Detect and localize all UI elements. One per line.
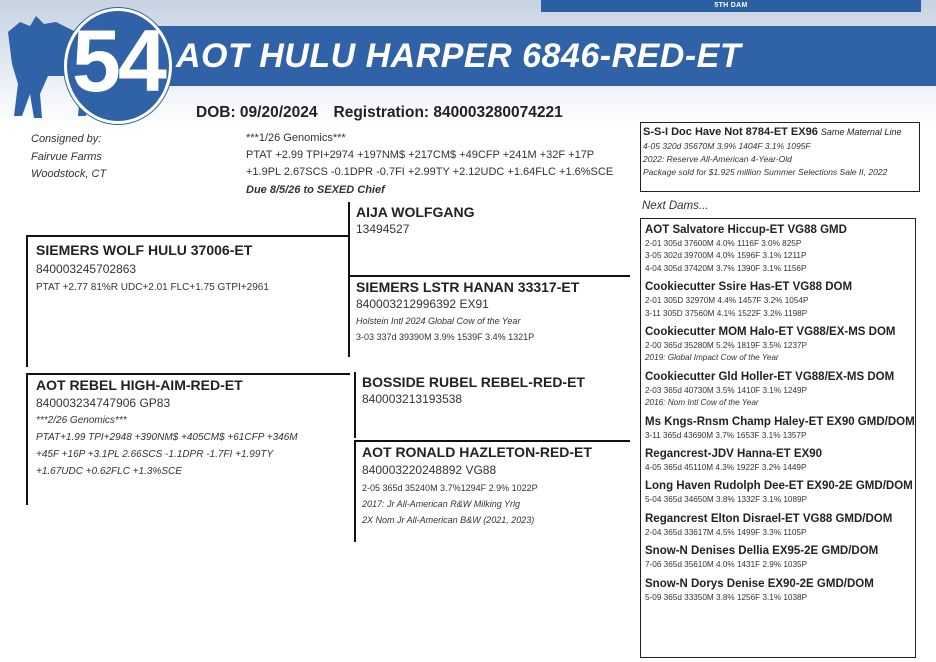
dam-dam-record: 2-05 365d 35240M 3.7%1294F 2.9% 1022P — [362, 483, 538, 493]
next-dam-name: Ms Kngs-Rnsm Champ Haley-ET EX90 GMD/DOM — [645, 415, 915, 428]
genomics-block — [246, 130, 613, 199]
next-dam-name: Snow-N Denises Dellia EX95-2E GMD/DOM — [645, 545, 879, 558]
dam-sire-registration: 840003213193538 — [362, 392, 463, 406]
dam-genomics-line-3: +1.67UDC +0.62FLC +1.3%SCE — [36, 466, 182, 477]
consignor-farm: Fairvue Farms — [31, 150, 102, 163]
dam-dam-block — [354, 440, 630, 542]
next-dam-record: 3-11 305D 37560M 4.1% 1522F 3.2% 1198P — [645, 308, 808, 318]
next-dam-name: Snow-N Dorys Denise EX90-2E GMD/DOM — [645, 577, 874, 590]
sire-dam-registration: 840003212996392 EX91 — [356, 297, 489, 311]
next-dam-record: 2-01 305d 37600M 4.0% 1116F 3.0% 825P — [645, 239, 802, 248]
next-dam-name: Cookiecutter MOM Halo-ET VG88/EX-MS DOM — [645, 326, 896, 339]
consignor-location: Woodstock, CT — [31, 168, 107, 180]
next-dam-name: AOT Salvatore Hiccup-ET VG88 GMD — [645, 224, 847, 236]
dam-sire-block — [354, 372, 630, 438]
next-dam-record: 3-05 302d 39700M 4.0% 1596F 3.1% 1211P — [645, 251, 807, 261]
next-dam-note: 2016: Nom Intl Cow of the Year — [645, 398, 759, 408]
dam-dam-note-1: 2017: Jr All-American R&W Milking Yrlg — [362, 499, 521, 509]
dam-sire-name: BOSSIDE RUBEL REBEL-RED-ET — [362, 374, 585, 390]
dam-registration: 840003234747906 GP83 — [36, 396, 171, 410]
next-dam-record: 2-00 365d 35280M 5.2% 1819F 3.5% 1237P — [645, 341, 808, 351]
genomics-line-2: +1.9PL 2.67SCS -0.1DPR -0.7FI +2.99TY +2.12UDC +1.64FLC +1.6%SCE — [246, 166, 614, 179]
dam-genomics-line-2: +45F +16P +3.1PL 2.66SCS -1.1DPR -1.7FI +1.99TY — [36, 449, 274, 460]
consigned-by-label: Consigned by: — [31, 133, 102, 145]
list-item — [645, 324, 911, 365]
sire-block — [26, 235, 350, 367]
fifth-dam-name — [643, 126, 917, 138]
next-dam-name: Long Haven Rudolph Dee-ET EX90-2E GMD/DOM — [645, 480, 913, 493]
next-dam-record: 2-04 365d 33617M 4.5% 1499F 3.3% 1105P — [645, 527, 807, 537]
genomics-heading: ***1/26 Genomics*** — [246, 132, 346, 144]
fifth-dam-line-3: Package sold for $1.925 million Summer Selections Sale II, 2022 — [643, 167, 888, 177]
sire-sire-registration: 13494527 — [356, 222, 410, 236]
dam-dam-name: AOT RONALD HAZLETON-RED-ET — [362, 444, 592, 460]
dam-genomics-heading: ***2/26 Genomics*** — [36, 415, 127, 426]
list-item — [645, 446, 911, 474]
next-dam-record: 4-05 365d 45110M 4.3% 1922F 3.2% 1449P — [645, 463, 807, 473]
lot-number: 54 — [72, 11, 164, 110]
dam-genomics-line-1: PTAT+1.99 TPI+2948 +390NM$ +405CM$ +61CFP +346M — [36, 432, 298, 443]
fifth-dam-line-1: 4-05 320d 35670M 3.9% 1404F 3.1% 1095F — [643, 141, 811, 151]
list-item — [645, 576, 911, 604]
next-dam-note: 2019: Global Impact Cow of the Year — [645, 353, 779, 363]
list-item — [645, 511, 911, 539]
list-item — [645, 478, 911, 506]
list-item — [645, 279, 911, 320]
next-dam-name: Regancrest-JDV Hanna-ET EX90 — [645, 448, 823, 461]
dob: DOB: 09/20/2024 — [196, 104, 318, 121]
next-dam-record: 2-03 365d 40730M 3.5% 1410F 3.1% 1249P — [645, 385, 808, 395]
next-dam-name: Regancrest Elton Disrael-ET VG88 GMD/DOM — [645, 512, 893, 525]
animal-name-title: AOT HULU HARPER 6846-RED-ET — [176, 37, 742, 75]
sire-sire-block — [348, 202, 630, 277]
next-dam-name: Cookiecutter Ssire Has-ET VG88 DOM — [645, 281, 853, 294]
list-item — [645, 543, 911, 571]
sire-registration: 840003245702863 — [36, 262, 137, 276]
sire-dam-record: 3-03 337d 39390M 3.9% 1539F 3.4% 1321P — [356, 332, 535, 342]
next-dam-record: 5-04 365d 34650M 3.8% 1332F 3.1% 1089P — [645, 495, 808, 505]
fifth-dam-suffix: Same Maternal Line — [820, 127, 902, 137]
consignor-block — [31, 131, 106, 184]
next-dams-label: Next Dams... — [642, 200, 709, 212]
list-item — [645, 222, 911, 275]
sire-name: SIEMERS WOLF HULU 37006-ET — [36, 242, 253, 258]
next-dam-record: 3-11 365d 43690M 3.7% 1653F 3.1% 1357P — [645, 430, 807, 440]
dam-name: AOT REBEL HIGH-AIM-RED-ET — [36, 377, 243, 393]
sire-sire-name: AIJA WOLFGANG — [356, 204, 475, 220]
fifth-dam-box — [640, 122, 920, 192]
genomics-line-1: PTAT +2.99 TPI+2974 +197NM$ +217CM$ +49CFP +241M +32F +17P — [246, 149, 595, 162]
fifth-dam-name-text: S-S-I Doc Have Not 8784-ET EX96 — [643, 126, 818, 138]
next-dam-record: 7-06 365d 35610M 4.0% 1431F 2.9% 1035P — [645, 560, 808, 570]
dam-block — [26, 373, 350, 505]
dob-registration-line — [196, 104, 563, 122]
next-dam-record: 4-04 305d 37420M 3.7% 1390F 3.1% 1156P — [645, 263, 807, 273]
next-dams-box — [640, 218, 916, 658]
list-item — [645, 369, 911, 410]
dam-dam-registration: 840003220248892 VG88 — [362, 463, 497, 477]
fifth-dam-line-2: 2022: Reserve All-American 4-Year-Old — [643, 154, 792, 164]
sire-stats: PTAT +2.77 81%R UDC+2.01 FLC+1.75 GTPI+2961 — [36, 282, 269, 293]
due-date: Due 8/5/26 to SEXED Chief — [246, 183, 385, 196]
sire-dam-name: SIEMERS LSTR HANAN 33317-ET — [356, 279, 580, 295]
next-dam-record: 2-01 305D 32970M 4.4% 1457F 3.2% 1054P — [645, 296, 809, 306]
next-dam-record: 5-09 365d 33350M 3.8% 1256F 3.1% 1038P — [645, 592, 808, 602]
dam-dam-note-2: 2X Nom Jr All-American B&W (2021, 2023) — [362, 515, 535, 525]
next-dam-name: Cookiecutter Gld Holler-ET VG88/EX-MS DOM — [645, 370, 895, 383]
list-item — [645, 414, 915, 442]
sire-dam-note: Holstein Intl 2024 Global Cow of the Year — [356, 316, 521, 326]
fifth-dam-strip: 5TH DAM — [541, 0, 921, 12]
sire-dam-block — [348, 275, 630, 357]
registration: Registration: 840003280074221 — [333, 104, 563, 121]
